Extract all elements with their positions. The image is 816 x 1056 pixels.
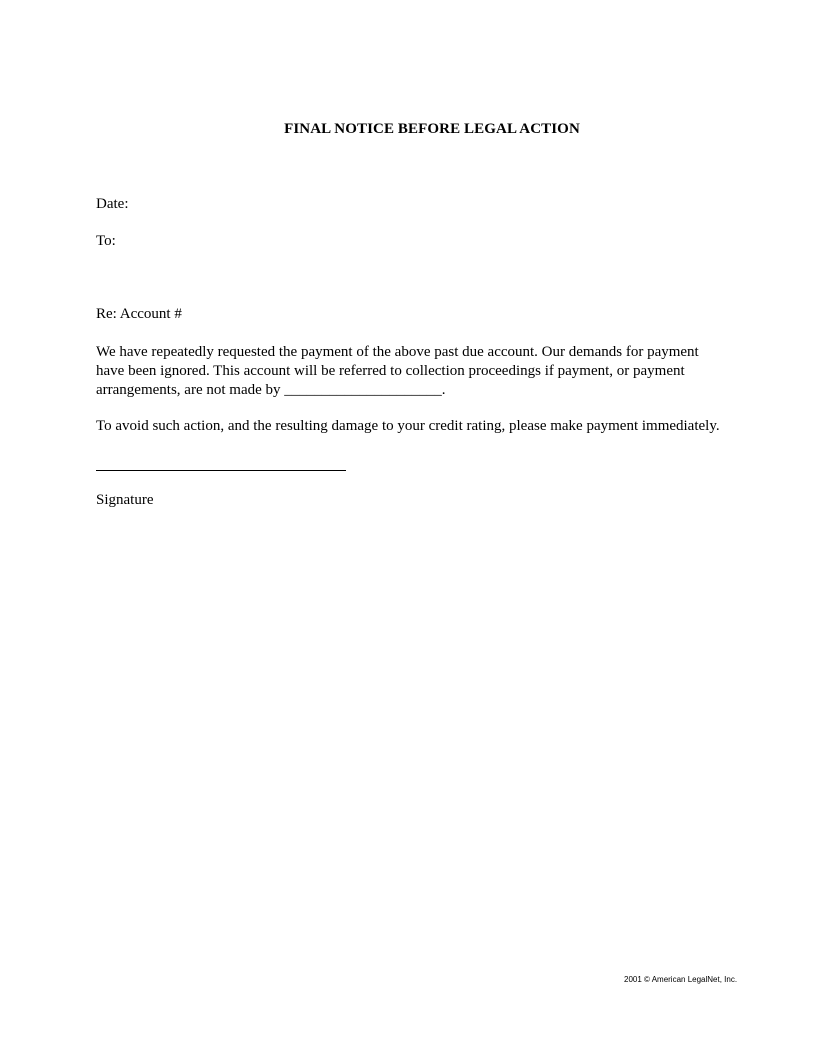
copyright-footer: 2001 © American LegalNet, Inc. bbox=[624, 975, 738, 984]
notice-paragraph-line: arrangements, are not made by _____________________. bbox=[96, 382, 446, 398]
notice-paragraph-line: have been ignored. This account will be referred to collection proceedings if payment, or payment bbox=[96, 363, 685, 379]
date-label: Date: bbox=[96, 196, 129, 212]
signature-label: Signature bbox=[96, 492, 154, 508]
notice-paragraph bbox=[96, 343, 776, 400]
account-reference-label: Re: Account # bbox=[96, 306, 182, 322]
notice-paragraph-line: We have repeatedly requested the payment of the above past due account. Our demands for payment bbox=[96, 344, 699, 360]
document-title: FINAL NOTICE BEFORE LEGAL ACTION bbox=[284, 121, 580, 137]
payment-request-paragraph: To avoid such action, and the resulting damage to your credit rating, please make payment immediately. bbox=[96, 418, 720, 434]
signature-line bbox=[96, 470, 346, 471]
to-label: To: bbox=[96, 233, 116, 249]
